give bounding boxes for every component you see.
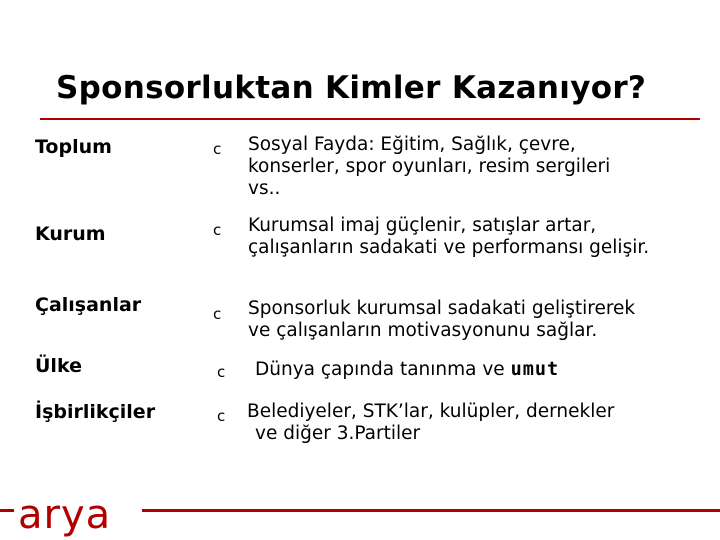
desc-ulke — [255, 359, 559, 381]
bullet-icon: c — [217, 407, 226, 425]
desc-isbirlikciler — [247, 401, 614, 445]
desc-kurum — [248, 215, 649, 259]
term-ulke: Ülke — [35, 355, 82, 377]
desc-calisanlar — [248, 298, 635, 342]
desc-line: çalışanların sadakati ve performansı gelişir. — [248, 237, 650, 258]
desc-line: Kurumsal imaj güçlenir, satışlar artar, — [248, 215, 597, 236]
term-calisanlar: Çalışanlar — [35, 294, 142, 316]
desc-line: konserler, spor oyunları, resim sergileri — [248, 156, 611, 177]
term-kurum: Kurum — [35, 223, 106, 245]
bullet-icon: c — [213, 140, 222, 158]
arya-logo — [14, 490, 142, 540]
desc-line: vs.. — [248, 178, 281, 199]
emphasis-word: umut — [510, 359, 560, 380]
title-divider — [40, 118, 700, 120]
slide-title: Sponsorluktan Kimler Kazanıyor? — [56, 70, 647, 106]
desc-text: Dünya çapında tanınma ve — [255, 359, 511, 380]
bullet-icon: c — [213, 221, 222, 239]
desc-line: Belediyeler, STK’lar, kulüpler, dernekler — [247, 401, 615, 422]
term-isbirlikciler: İşbirlikçiler — [35, 401, 156, 423]
desc-line: ve çalışanların motivasyonunu sağlar. — [248, 320, 598, 341]
bullet-icon: c — [213, 305, 222, 323]
arya-logo-mark — [14, 490, 142, 540]
svg-text:arya: arya — [18, 492, 112, 538]
bullet-icon: c — [217, 363, 226, 381]
desc-line: Sosyal Fayda: Eğitim, Sağlık, çevre, — [248, 134, 576, 155]
desc-toplum — [248, 134, 610, 200]
term-toplum: Toplum — [35, 136, 112, 158]
desc-line: ve diğer 3.Partiler — [255, 423, 421, 444]
desc-line: Sponsorluk kurumsal sadakati geliştirerek — [248, 298, 636, 319]
